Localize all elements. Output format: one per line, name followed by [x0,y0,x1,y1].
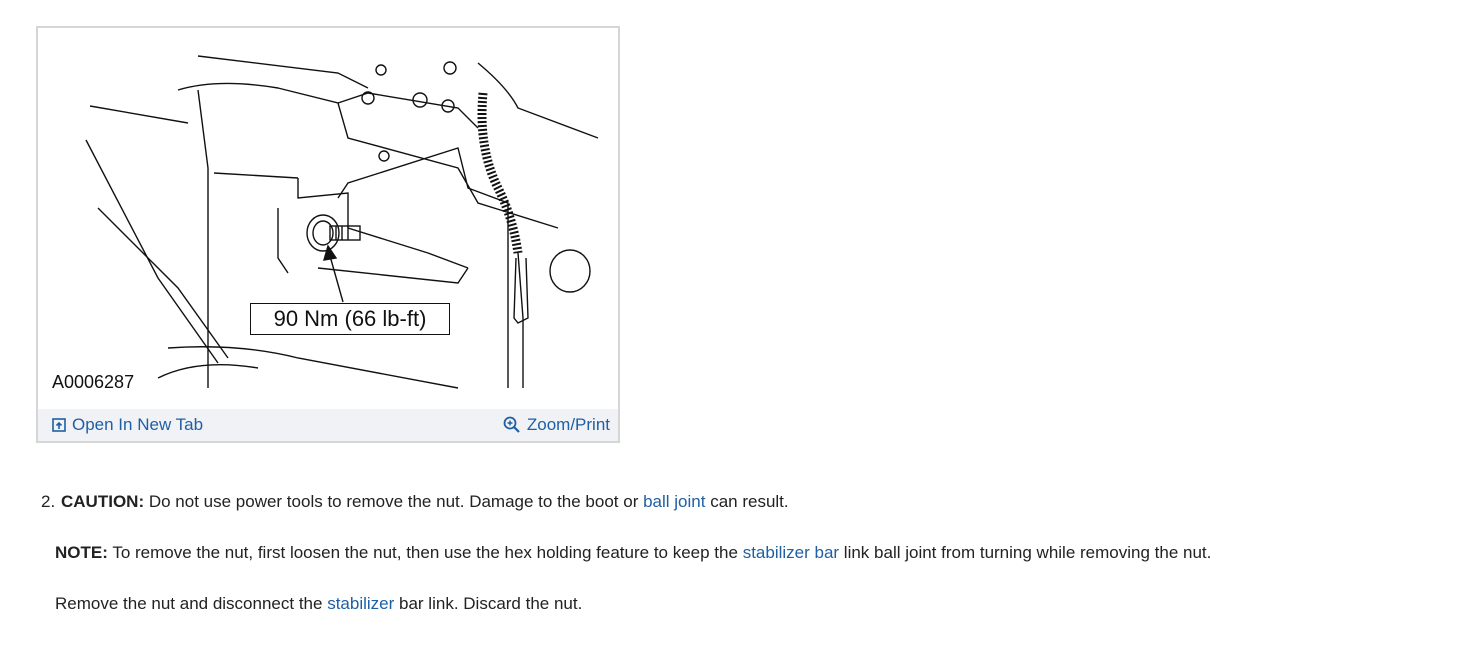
zoom-print-label: Zoom/Print [526,415,610,434]
remove-text-2: bar link. Discard the nut. [399,594,583,613]
open-new-tab-link[interactable] [52,415,203,435]
open-in-new-tab-icon [52,418,66,432]
ball-joint-link[interactable]: ball joint [643,492,706,511]
caution-text-2: can result. [710,492,789,511]
caution-text-1: Do not use power tools to remove the nut. Damage to the boot or [148,492,639,511]
remove-line [55,594,582,614]
open-new-tab-label: Open In New Tab [72,415,204,434]
note-line [55,543,1211,563]
note-label: NOTE: [55,543,108,562]
step-number: 2. [41,492,56,511]
note-text-1: To remove the nut, first loosen the nut, then use the hex holding feature to keep the [112,543,738,562]
remove-text-1: Remove the nut and disconnect the [55,594,323,613]
figure-toolbar [38,409,618,441]
figure-container [36,26,620,443]
zoom-in-icon [503,416,521,434]
caution-label: CAUTION: [61,492,145,511]
stabilizer-bar-link[interactable]: stabilizer bar [742,543,840,562]
zoom-print-link[interactable] [503,415,610,435]
figure-id: A0006287 [52,372,135,392]
stabilizer-link[interactable]: stabilizer [327,594,395,613]
torque-spec-label: 90 Nm (66 lb-ft) [250,303,450,335]
note-text-2: link ball joint from turning while removing the nut. [843,543,1212,562]
technical-illustration [38,28,618,408]
caution-line [61,492,789,512]
